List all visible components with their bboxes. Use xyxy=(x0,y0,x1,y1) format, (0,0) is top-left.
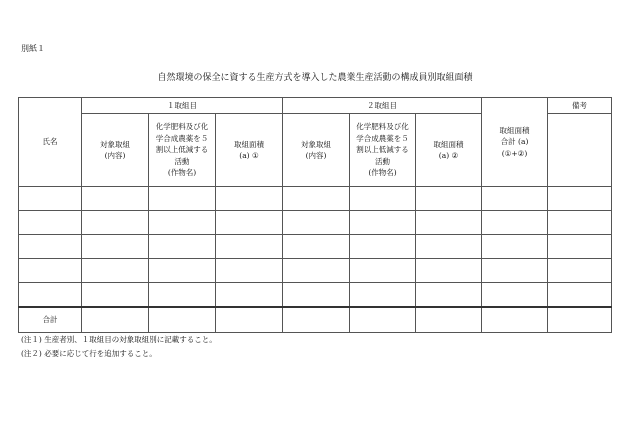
reduce1-header-line: 化学肥料及び化 xyxy=(155,122,209,132)
table-cell xyxy=(19,211,82,235)
table-cell xyxy=(149,259,216,283)
table-cell xyxy=(216,235,283,259)
table-cell xyxy=(216,259,283,283)
area1-header-line: 取組面積 xyxy=(234,139,264,149)
target2-header-line: 対象取組 xyxy=(301,139,332,149)
table-cell xyxy=(82,283,149,307)
table-cell xyxy=(283,187,350,211)
reduce2-header-line: 学合成農薬を５ xyxy=(356,133,409,143)
table-cell xyxy=(482,235,548,259)
note-1: (注１) 生産者別、１取組目の対象取組別に記載すること。 xyxy=(21,335,217,344)
table-row xyxy=(19,235,612,259)
table-row xyxy=(19,259,612,283)
area2-header-line: (a) ② xyxy=(438,151,459,160)
table-cell xyxy=(350,283,416,307)
table-cell xyxy=(482,211,548,235)
table-cell xyxy=(350,235,416,259)
table-cell xyxy=(416,283,482,307)
table-cell xyxy=(548,259,612,283)
name-header: 氏名 xyxy=(19,98,82,187)
table-cell xyxy=(482,187,548,211)
table-cell xyxy=(283,259,350,283)
note-2: (注２) 必要に応じて行を追加すること。 xyxy=(21,349,157,358)
table-row xyxy=(19,283,612,307)
table-cell xyxy=(82,307,149,333)
total-area-header xyxy=(482,98,548,187)
table-cell xyxy=(548,307,612,333)
reduce1-header-line: 学合成農薬を５ xyxy=(155,133,209,143)
table-cell xyxy=(416,211,482,235)
reduce2-header xyxy=(350,114,416,187)
reduce2-header-line: 割以上低減する xyxy=(356,145,409,155)
target1-header-line: (内容) xyxy=(104,151,126,160)
table-cell xyxy=(19,283,82,307)
table-cell xyxy=(19,235,82,259)
remarks-cell xyxy=(548,114,612,187)
table-row xyxy=(19,187,612,211)
area2-header-line: 取組面積 xyxy=(433,139,464,149)
table-cell xyxy=(350,187,416,211)
table-cell xyxy=(283,211,350,235)
table-cell xyxy=(216,283,283,307)
table-cell xyxy=(19,187,82,211)
target2-header-line: (内容) xyxy=(305,151,327,160)
group1-header: １取組目 xyxy=(82,98,283,114)
table-cell xyxy=(350,211,416,235)
table-cell xyxy=(350,259,416,283)
attachment-label: 別紙１ xyxy=(21,44,45,53)
reduce2-header-line: (作物名) xyxy=(368,168,397,178)
total-label: 合計 xyxy=(19,307,82,333)
reduce1-header-line: (作物名) xyxy=(167,168,197,178)
table-cell xyxy=(548,187,612,211)
reduce1-header-line: 割以上低減する xyxy=(155,145,209,155)
header-row-1 xyxy=(19,98,612,114)
reduce2-header-line: 活動 xyxy=(375,156,391,166)
table-cell xyxy=(216,187,283,211)
table-cell xyxy=(82,211,149,235)
group2-header: ２取組目 xyxy=(283,98,482,114)
total-row xyxy=(19,307,612,333)
table-cell xyxy=(416,187,482,211)
table-cell xyxy=(548,211,612,235)
table-cell xyxy=(482,283,548,307)
area-table xyxy=(18,97,612,333)
area1-header-line: (a) ① xyxy=(239,151,259,160)
reduce1-header-line: 活動 xyxy=(174,156,190,166)
table-cell xyxy=(149,307,216,333)
area2-header xyxy=(416,114,482,187)
reduce2-header-line: 化学肥料及び化 xyxy=(356,122,409,132)
table-cell xyxy=(216,211,283,235)
total-area-header-line: (①+②) xyxy=(501,148,528,158)
table-cell xyxy=(149,211,216,235)
table-cell xyxy=(216,307,283,333)
table-cell xyxy=(283,235,350,259)
table-cell xyxy=(416,307,482,333)
table-cell xyxy=(416,235,482,259)
table-cell xyxy=(19,259,82,283)
table-cell xyxy=(149,187,216,211)
table-cell xyxy=(548,235,612,259)
document-title: 自然環境の保全に資する生産方式を導入した農業生産活動の構成員別取組面積 xyxy=(157,73,473,83)
table-row xyxy=(19,211,612,235)
table-cell xyxy=(548,283,612,307)
table-cell xyxy=(283,307,350,333)
table-cell xyxy=(482,307,548,333)
reduce1-header xyxy=(149,114,216,187)
remarks-header: 備考 xyxy=(548,98,612,114)
area1-header xyxy=(216,114,283,187)
table-cell xyxy=(350,307,416,333)
table-cell xyxy=(416,259,482,283)
target1-header xyxy=(82,114,149,187)
target1-header-line: 対象取組 xyxy=(100,139,130,149)
total-area-header-line: 取組面積 xyxy=(499,125,530,135)
table-cell xyxy=(283,283,350,307)
total-area-header-line: 合計 (a) xyxy=(500,137,529,147)
table-cell xyxy=(149,283,216,307)
table-cell xyxy=(82,187,149,211)
table-cell xyxy=(149,235,216,259)
table-cell xyxy=(482,259,548,283)
table-cell xyxy=(82,259,149,283)
target2-header xyxy=(283,114,350,187)
table-cell xyxy=(82,235,149,259)
